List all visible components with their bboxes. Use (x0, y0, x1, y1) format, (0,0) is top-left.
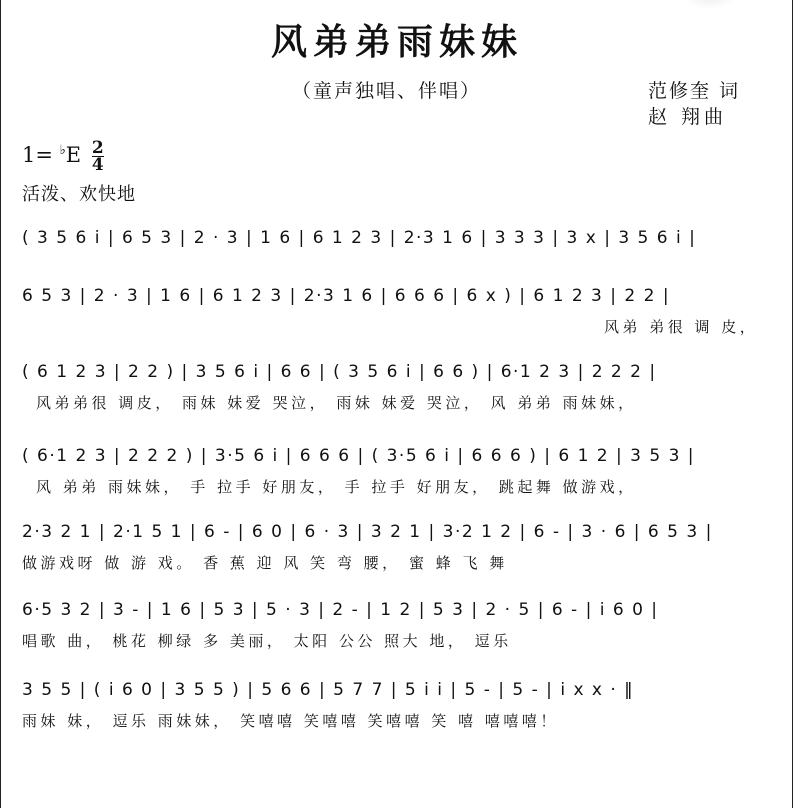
time-signature-bottom: 4 (91, 155, 104, 175)
lyrics-row-3: 风弟弟很 调皮， 雨妹 妹爱 哭泣， 雨妹 妹爱 哭泣， 风 弟弟 雨妹妹， (36, 394, 637, 412)
time-signature (92, 140, 104, 173)
lyrics-row-6: 唱歌 曲， 桃花 柳绿 多 美丽， 太阳 公公 照大 地， 逗乐 (22, 632, 512, 650)
key-prefix: 1= (22, 143, 53, 167)
notation-row-6: 6·5 3 2 | 3 - | 1 6 | 5 3 | 5 · 3 | 2 - | 1 2 | 5 3 | 2 · 5 | 6 - | i 6 0 | (22, 600, 659, 620)
song-title: 风弟弟雨妹妹 (270, 21, 523, 63)
frame-border-right (792, 0, 793, 808)
notation-row-1: ( 3 5 6 i | 6 5 3 | 2 · 3 | 1 6 | 6 1 2 3 | 2·3 1 6 | 3 3 3 | 3 x | 3 5 6 i | (22, 228, 697, 248)
flat-sign: ♭ (59, 143, 66, 158)
notation-row-4: ( 6·1 2 3 | 2 2 2 ) | 3·5 6 i | 6 6 6 | ( 3·5 6 i | 6 6 6 ) | 6 1 2 | 3 5 3 | (22, 446, 696, 466)
lyrics-row-7: 雨妹 妹， 逗乐 雨妹妹， 笑嘻嘻 笑嘻嘻 笑嘻嘻 笑 嘻 嘻嘻嘻！ (22, 712, 559, 730)
key-note: E (65, 143, 82, 167)
corner-shadow (680, 0, 740, 10)
frame-border-left (0, 0, 1, 808)
lyrics-row-5: 做游戏呀 做 游 戏。 香 蕉 迎 风 笑 弯 腰， 蜜 蜂 飞 舞 (22, 554, 508, 572)
key-signature (22, 140, 104, 173)
lyrics-row-2: 风弟 弟很 调 皮， (604, 318, 759, 336)
composer-credit: 赵 翔曲 (648, 106, 728, 128)
notation-row-2: 6 5 3 | 2 · 3 | 1 6 | 6 1 2 3 | 2·3 1 6 | 6 6 6 | 6 x ) | 6 1 2 3 | 2 2 | (22, 286, 671, 306)
lyricist-credit: 范修奎 词 (648, 80, 741, 102)
notation-row-5: 2·3 2 1 | 2·1 5 1 | 6 - | 6 0 | 6 · 3 | 3 2 1 | 3·2 1 2 | 6 - | 3 · 6 | 6 5 3 | (22, 522, 713, 542)
notation-row-3: ( 6 1 2 3 | 2 2 ) | 3 5 6 i | 6 6 | ( 3 5 6 i | 6 6 ) | 6·1 2 3 | 2 2 2 | (22, 362, 657, 382)
song-subtitle: （童声独唱、伴唱） (292, 80, 482, 102)
notation-row-7: 3 5 5 | ( i 6 0 | 3 5 5 ) | 5 6 6 | 5 7 7 | 5 i i | 5 - | 5 - | i x x · ‖ (22, 680, 635, 700)
tempo-marking: 活泼、欢快地 (22, 184, 136, 205)
lyrics-row-4: 风 弟弟 雨妹妹， 手 拉手 好朋友， 手 拉手 好朋友， 跳起舞 做游戏， (36, 478, 637, 496)
time-signature-top: 2 (91, 138, 104, 158)
